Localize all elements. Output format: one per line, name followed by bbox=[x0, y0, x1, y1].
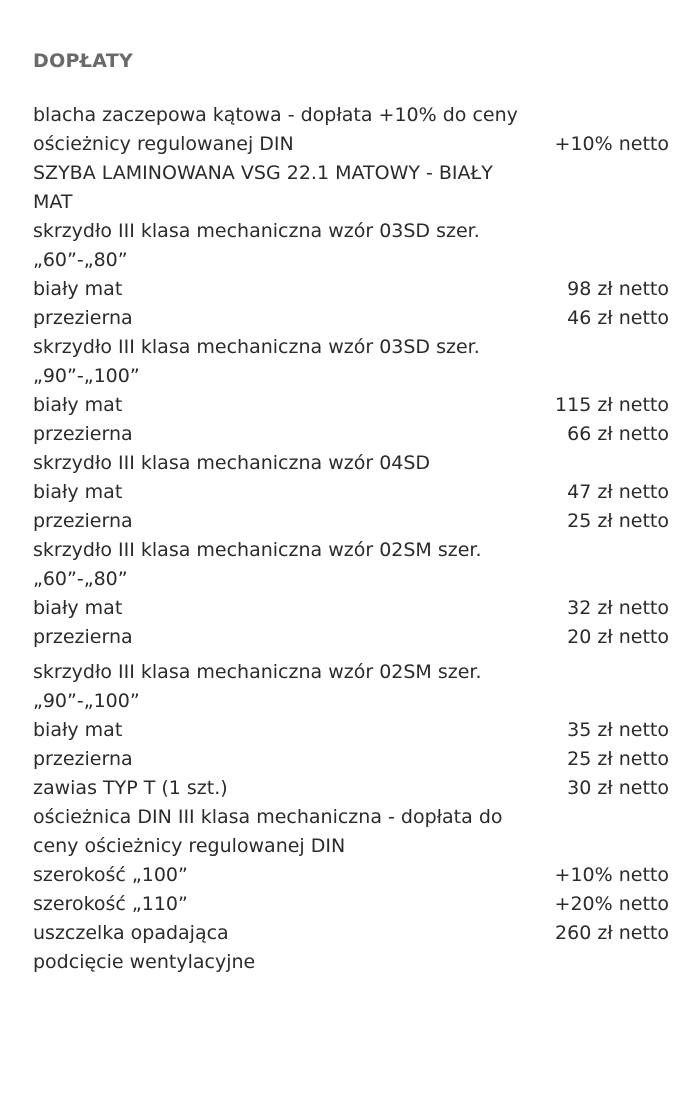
surcharge-list bbox=[33, 101, 669, 977]
list-item bbox=[33, 391, 669, 420]
list-item bbox=[33, 420, 669, 449]
list-item bbox=[33, 948, 669, 977]
item-description: skrzydło III klasa mechaniczna wzór 03SD szer. „60”-„80” bbox=[33, 220, 480, 271]
list-item bbox=[33, 716, 669, 745]
item-description: przezierna bbox=[33, 307, 133, 329]
item-price: +10% netto bbox=[554, 133, 669, 155]
list-item bbox=[33, 159, 669, 217]
list-item bbox=[33, 803, 669, 861]
item-description: SZYBA LAMINOWANA VSG 22.1 MATOWY - BIAŁY MAT bbox=[33, 162, 493, 213]
item-description: skrzydło III klasa mechaniczna wzór 02SM szer. „60”-„80” bbox=[33, 539, 482, 590]
item-description: biały mat bbox=[33, 278, 123, 300]
item-description: zawias TYP T (1 szt.) bbox=[33, 777, 228, 799]
item-description: biały mat bbox=[33, 394, 123, 416]
item-description: skrzydło III klasa mechaniczna wzór 02SM szer. „90”-„100” bbox=[33, 661, 482, 712]
list-item bbox=[33, 919, 669, 948]
item-description: szerokość „110” bbox=[33, 893, 188, 915]
item-price: 46 zł netto bbox=[567, 307, 669, 329]
item-price: +20% netto bbox=[554, 893, 669, 915]
item-description: przezierna bbox=[33, 423, 133, 445]
list-item bbox=[33, 745, 669, 774]
item-price: 30 zł netto bbox=[567, 777, 669, 799]
item-price: 25 zł netto bbox=[567, 748, 669, 770]
item-description: przezierna bbox=[33, 748, 133, 770]
list-item bbox=[33, 449, 669, 478]
section-title: DOPŁATY bbox=[33, 50, 134, 72]
item-description: blacha zaczepowa kątowa - dopłata +10% do ceny ościeżnicy regulowanej DIN bbox=[33, 104, 518, 155]
list-item bbox=[33, 333, 669, 391]
list-item bbox=[33, 623, 669, 652]
list-item bbox=[33, 478, 669, 507]
list-item bbox=[33, 594, 669, 623]
item-description: uszczelka opadająca bbox=[33, 922, 229, 944]
item-description: biały mat bbox=[33, 597, 123, 619]
item-description: biały mat bbox=[33, 481, 123, 503]
item-price: 20 zł netto bbox=[567, 626, 669, 648]
item-price: 35 zł netto bbox=[567, 719, 669, 741]
list-item bbox=[33, 217, 669, 275]
list-item bbox=[33, 101, 669, 159]
item-description: podcięcie wentylacyjne bbox=[33, 951, 256, 973]
list-item bbox=[33, 507, 669, 536]
item-price: 32 zł netto bbox=[567, 597, 669, 619]
list-item bbox=[33, 658, 669, 716]
list-item bbox=[33, 304, 669, 333]
list-item bbox=[33, 275, 669, 304]
item-description: skrzydło III klasa mechaniczna wzór 04SD bbox=[33, 452, 431, 474]
item-price: 115 zł netto bbox=[555, 394, 669, 416]
item-description: szerokość „100” bbox=[33, 864, 188, 886]
list-item bbox=[33, 890, 669, 919]
item-description: skrzydło III klasa mechaniczna wzór 03SD szer. „90”-„100” bbox=[33, 336, 480, 387]
item-price: 47 zł netto bbox=[567, 481, 669, 503]
list-item bbox=[33, 774, 669, 803]
item-price: 66 zł netto bbox=[567, 423, 669, 445]
item-price: +10% netto bbox=[554, 864, 669, 886]
item-price: 98 zł netto bbox=[567, 278, 669, 300]
list-item bbox=[33, 536, 669, 594]
item-price: 25 zł netto bbox=[567, 510, 669, 532]
list-item bbox=[33, 861, 669, 890]
item-price: 260 zł netto bbox=[555, 922, 669, 944]
item-description: przezierna bbox=[33, 626, 133, 648]
item-description: ościeżnica DIN III klasa mechaniczna - dopłata do ceny ościeżnicy regulowanej DIN bbox=[33, 806, 503, 857]
item-description: biały mat bbox=[33, 719, 123, 741]
item-description: przezierna bbox=[33, 510, 133, 532]
